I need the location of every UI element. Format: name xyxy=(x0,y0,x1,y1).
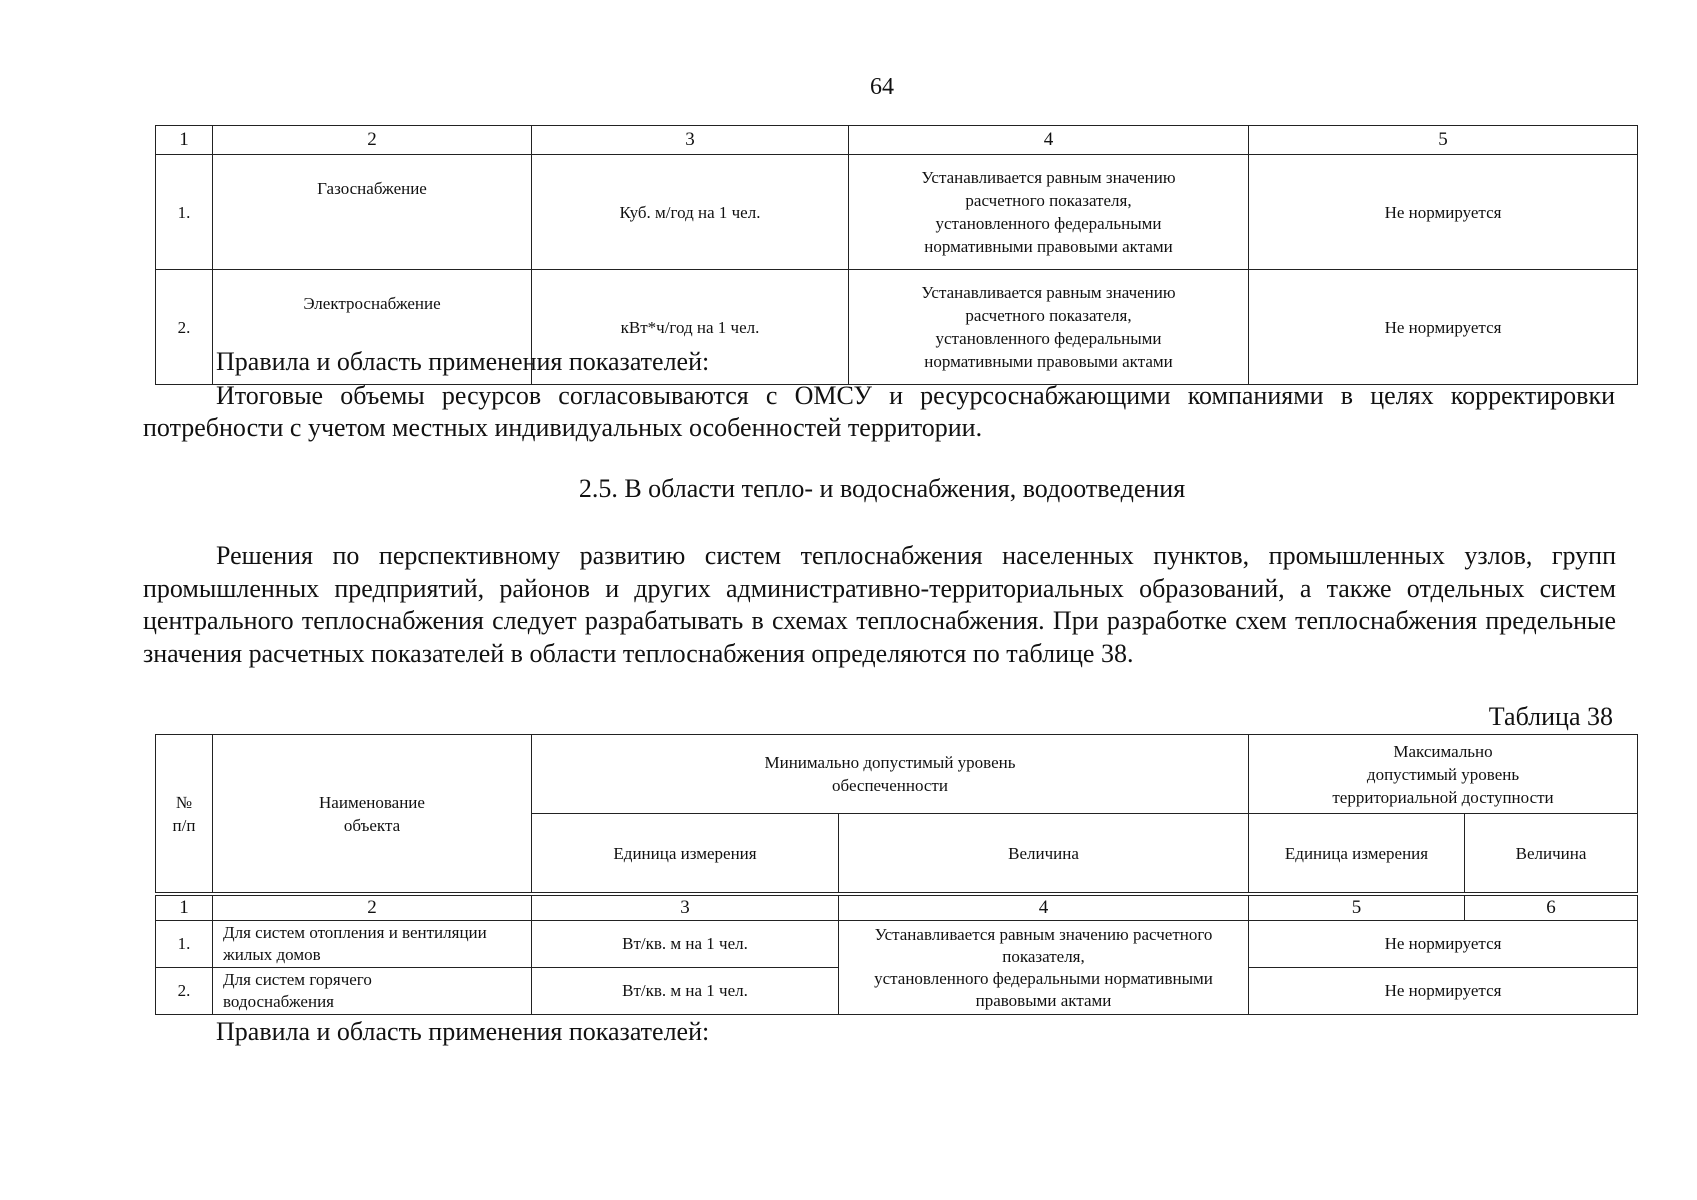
value-cell xyxy=(849,155,1249,270)
object-name: Газоснабжение xyxy=(213,155,532,270)
section-heading: 2.5. В области тепло- и водоснабжения, водоотведения xyxy=(578,474,1186,503)
access-cell: Не нормируется xyxy=(1249,968,1638,1015)
value-line: нормативными правовыми актами xyxy=(924,352,1173,371)
object-name: Для систем горячего водоснабжения xyxy=(213,968,532,1015)
row-number: 2. xyxy=(156,270,213,385)
column-number: 2 xyxy=(213,126,532,155)
unit-cell: Вт/кв. м на 1 чел. xyxy=(532,921,839,968)
row-number: 1. xyxy=(156,921,213,968)
heat-supply-table xyxy=(155,734,1638,1015)
access-cell: Не нормируется xyxy=(1249,270,1638,385)
header-value: Величина xyxy=(839,814,1249,893)
column-number: 4 xyxy=(849,126,1249,155)
column-number: 5 xyxy=(1249,896,1465,921)
table-number-row xyxy=(156,896,1638,921)
value-line: Устанавливается равным значению xyxy=(921,168,1176,187)
rules-heading: Правила и область применения показателей: xyxy=(216,347,710,376)
column-number: 1 xyxy=(156,126,213,155)
access-cell: Не нормируется xyxy=(1249,921,1638,968)
table-header-row xyxy=(156,735,1638,814)
header-min-level: Минимально допустимый уровень обеспеченности xyxy=(532,735,1249,814)
value-line: установленного федеральными xyxy=(935,214,1162,233)
rules-heading: Правила и область применения показателей: xyxy=(216,1017,710,1046)
object-name: Для систем отопления и вентиляции жилых домов xyxy=(213,921,532,968)
unit-cell: Куб. м/год на 1 чел. xyxy=(532,155,849,270)
value-cell: Устанавливается равным значению расчетного показателя, установленного федеральными нормативными правовыми актами xyxy=(839,921,1249,1015)
table-header-row xyxy=(156,126,1638,155)
value-line: расчетного показателя, xyxy=(965,306,1132,325)
row-number: 2. xyxy=(156,968,213,1015)
header-value: Величина xyxy=(1465,814,1638,893)
paragraph: Решения по перспективному развитию систем теплоснабжения населенных пунктов, промышленных узлов, групп промышленных предприятий, районов и других административно-территориальных образований, а также отдельных систем центрального теплоснабжения следует разрабатывать в схемах теплоснабжения. При разработке схем теплоснабжения предельные значения расчетных показателей в области теплоснабжения определяются по таблице 38. xyxy=(143,541,1616,668)
row-number: 1. xyxy=(156,155,213,270)
object-name: Электроснабжение xyxy=(213,270,532,385)
header-number: № п/п xyxy=(156,735,213,893)
column-number: 3 xyxy=(532,126,849,155)
column-number: 4 xyxy=(839,896,1249,921)
table-caption: Таблица 38 xyxy=(1488,702,1613,731)
page-number: 64 xyxy=(870,74,894,100)
table-row xyxy=(156,155,1638,270)
column-number: 1 xyxy=(156,896,213,921)
value-line: расчетного показателя, xyxy=(965,191,1132,210)
paragraph: Итоговые объемы ресурсов согласовываются с ОМСУ и ресурсоснабжающими компаниями в целях корректировки потребности с учетом местных индивидуальных особенностей территории. xyxy=(143,381,1615,442)
value-line: Устанавливается равным значению xyxy=(921,283,1176,302)
header-unit: Единица измерения xyxy=(532,814,839,893)
access-cell: Не нормируется xyxy=(1249,155,1638,270)
unit-cell: кВт*ч/год на 1 чел. xyxy=(532,270,849,385)
header-object-name: Наименование объекта xyxy=(213,735,532,893)
column-number: 5 xyxy=(1249,126,1638,155)
column-number: 6 xyxy=(1465,896,1638,921)
column-number: 2 xyxy=(213,896,532,921)
column-number: 3 xyxy=(532,896,839,921)
header-max-level: Максимально допустимый уровень территориальной доступности xyxy=(1249,735,1638,814)
unit-cell: Вт/кв. м на 1 чел. xyxy=(532,968,839,1015)
value-line: нормативными правовыми актами xyxy=(924,237,1173,256)
value-line: установленного федеральными xyxy=(935,329,1162,348)
header-unit: Единица измерения xyxy=(1249,814,1465,893)
table-row xyxy=(156,921,1638,968)
